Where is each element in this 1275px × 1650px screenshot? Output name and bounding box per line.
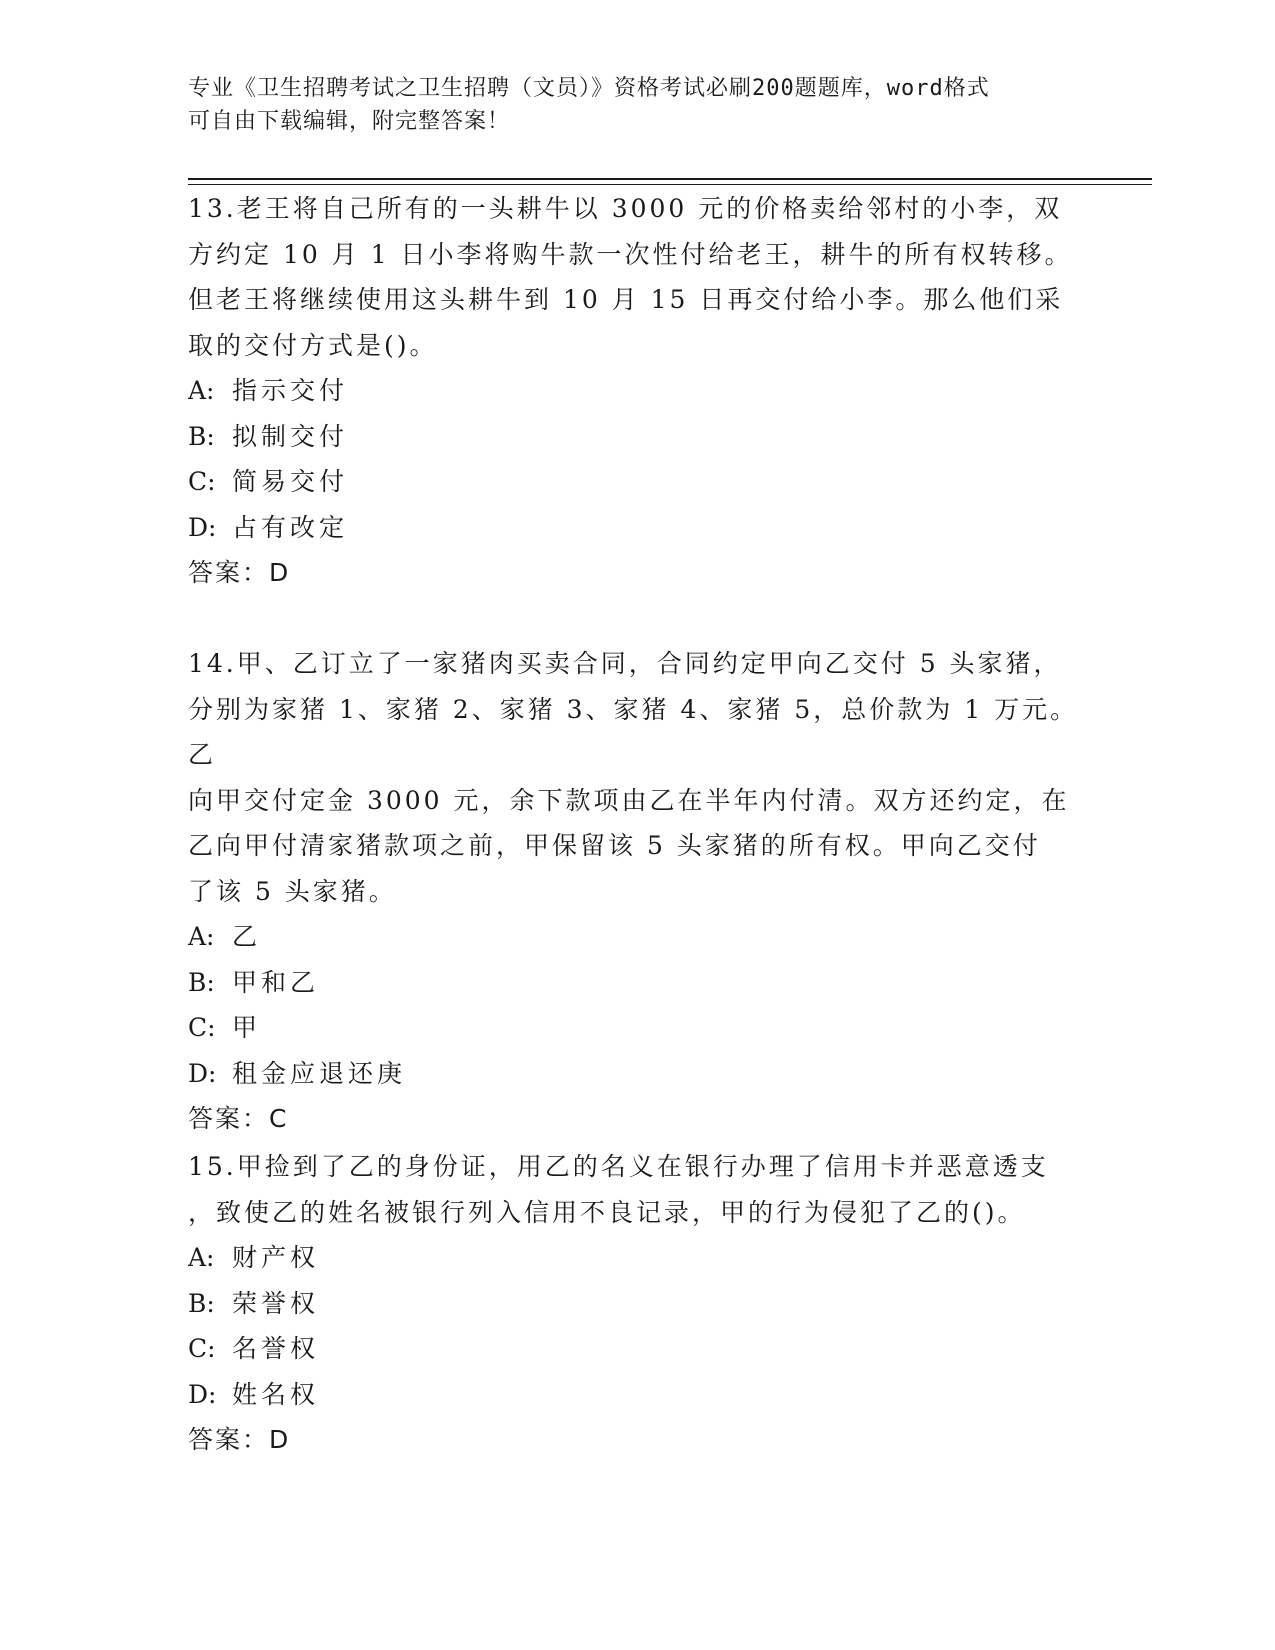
header-line-2: 可自由下载编辑，附完整答案！	[188, 109, 511, 134]
answer-value: C	[269, 1104, 288, 1133]
answer-value: D	[269, 1425, 290, 1454]
option-letter: D:	[188, 1058, 217, 1088]
option-a	[188, 1235, 1088, 1281]
question-line: ，致使乙的姓名被银行列入信用不良记录，甲的行为侵犯了乙的()。	[188, 1197, 1026, 1227]
option-letter: A:	[188, 922, 215, 951]
question-15	[188, 1144, 1088, 1463]
question-13	[188, 186, 1088, 596]
option-text: 甲	[232, 1013, 262, 1042]
option-b	[188, 1281, 1088, 1327]
option-c	[188, 459, 1088, 505]
answer-value: D	[269, 558, 290, 587]
question-line: 乙向甲付清家猪款项之前，甲保留该 5 头家猪的所有权。甲向乙交付	[188, 831, 1041, 860]
option-d	[188, 1372, 1088, 1418]
option-text: 指示交付	[232, 376, 349, 405]
answer-line	[188, 1417, 1088, 1463]
option-letter: A:	[188, 1243, 215, 1272]
option-text: 简易交付	[232, 467, 349, 496]
option-text: 乙	[232, 922, 262, 951]
option-b	[188, 414, 1088, 460]
answer-line	[188, 550, 1088, 596]
option-text: 拟制交付	[232, 421, 349, 451]
option-letter: A:	[188, 376, 215, 405]
question-line: 但老王将继续使用这头耕牛到 10 月 15 日再交付给小李。那么他们采	[188, 285, 1064, 314]
option-text: 财产权	[232, 1243, 320, 1272]
answer-label: 答案：	[188, 1425, 270, 1454]
option-d	[188, 505, 1088, 551]
option-letter: C:	[188, 1334, 216, 1363]
option-letter: B:	[188, 1288, 215, 1318]
question-line: 了该 5 头家猪。	[188, 876, 397, 906]
option-c	[188, 1326, 1088, 1372]
question-text	[188, 186, 1088, 368]
option-letter: C:	[188, 1013, 216, 1042]
option-d	[188, 1051, 1088, 1097]
option-b	[188, 960, 1088, 1006]
question-line: 取的交付方式是()。	[188, 330, 438, 360]
option-text: 租金应退还庚	[232, 1058, 407, 1088]
question-line: 13.老王将自己所有的一头耕牛以 3000 元的价格卖给邻村的小李，双	[188, 194, 1063, 223]
answer-label: 答案：	[188, 558, 270, 587]
option-letter: D:	[188, 1379, 217, 1409]
option-text: 占有改定	[232, 512, 349, 542]
header-line-1: 专业《卫生招聘考试之卫生招聘（文员）》资格考试必刷200题题库，word格式	[188, 76, 990, 101]
question-line: 14.甲、乙订立了一家猪肉买卖合同，合同约定甲向乙交付 5 头家猪，	[188, 649, 1062, 678]
question-14	[188, 641, 1088, 1142]
option-text: 姓名权	[232, 1379, 320, 1409]
header-divider	[188, 178, 1152, 180]
option-letter: B:	[188, 967, 215, 997]
option-text: 甲和乙	[232, 967, 320, 997]
document-header	[188, 72, 1088, 138]
option-a	[188, 914, 1088, 960]
header-divider-thin	[188, 184, 1152, 185]
option-letter: B:	[188, 421, 215, 451]
question-line: 分别为家猪 1、家猪 2、家猪 3、家猪 4、家猪 5，总价款为 1 万元。乙	[188, 694, 1079, 769]
option-text: 名誉权	[232, 1334, 320, 1363]
question-text	[188, 641, 1088, 914]
option-letter: D:	[188, 512, 217, 542]
answer-label: 答案：	[188, 1104, 270, 1133]
question-line: 向甲交付定金 3000 元，余下款项由乙在半年内付清。双方还约定，在	[188, 785, 1070, 815]
option-letter: C:	[188, 467, 216, 496]
question-text	[188, 1144, 1088, 1235]
option-text: 荣誉权	[232, 1288, 320, 1318]
option-a	[188, 368, 1088, 414]
option-c	[188, 1005, 1088, 1051]
question-line: 方约定 10 月 1 日小李将购牛款一次性付给老王，耕牛的所有权转移。	[188, 239, 1073, 269]
question-line: 15.甲捡到了乙的身份证，用乙的名义在银行办理了信用卡并恶意透支	[188, 1152, 1049, 1181]
answer-line	[188, 1096, 1088, 1142]
